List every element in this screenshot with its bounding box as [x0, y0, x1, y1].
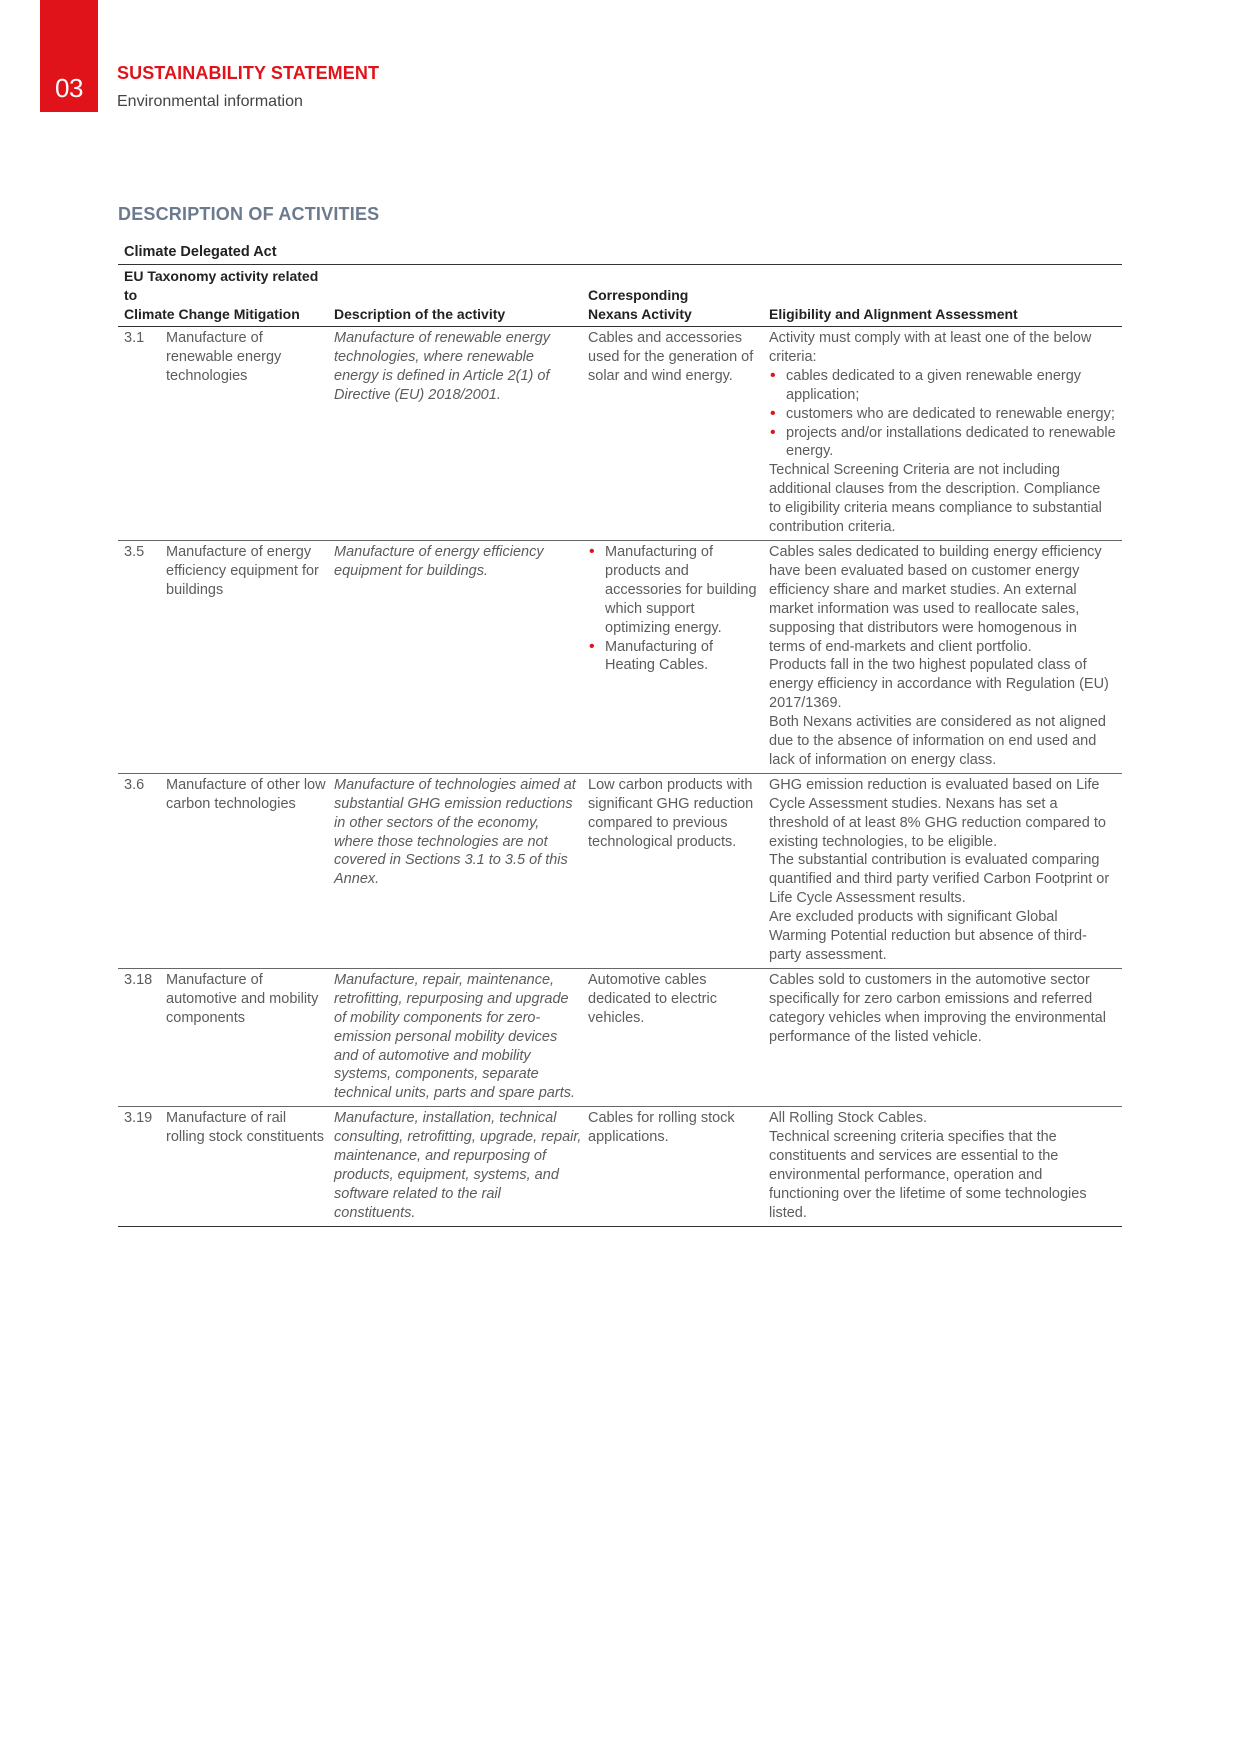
chapter-number: 03: [55, 73, 83, 103]
assessment-paragraph: GHG emission reduction is evaluated based on Life Cycle Assessment studies. Nexans has set a threshold of at least 8% GHG reduction compared to existing technologies, to be eligible.: [769, 776, 1106, 850]
activity-description: Manufacture, repair, maintenance, retrofitting, repurposing and upgrade of mobility components for zero-emission personal mobility devices and of automotive and mobility systems, components, separate technical units, parts and spare parts.: [334, 968, 588, 1106]
table-header-row: [118, 265, 1122, 327]
assessment-paragraph: Cables sales dedicated to building energy efficiency have been evaluated based on customer energy efficiency share and market studies. An external market information was used to reallocate sales, supposing that distributors were homogenous in terms of end-markets and client portfolio.: [769, 543, 1102, 655]
table-row: [118, 327, 1122, 541]
table-row: [118, 773, 1122, 968]
list-item: • Manufacturing of products and accessories for building which support optimizing energy.: [588, 543, 763, 638]
activity-number: 3.19: [118, 1107, 166, 1226]
activity-description: Manufacture of technologies aimed at substantial GHG emission reductions in other sectors of the economy, where those technologies are not covered in Sections 3.1 to 3.5 of this Annex.: [334, 773, 588, 968]
nexans-activity: Cables and accessories used for the generation of solar and wind energy.: [588, 327, 769, 541]
table-caption: Climate Delegated Act: [118, 242, 1122, 265]
activity-number: 3.18: [118, 968, 166, 1106]
activity-number: 3.5: [118, 540, 166, 773]
table-row: [118, 968, 1122, 1106]
list-item: • customers who are dedicated to renewable energy;: [769, 405, 1116, 424]
activity-number: 3.6: [118, 773, 166, 968]
assessment-note: Technical Screening Criteria are not including additional clauses from the description. Compliance to eligibility criteria means compliance to substantial contribution criteria.: [769, 462, 1102, 536]
activity-name: Manufacture of automotive and mobility components: [166, 968, 334, 1106]
activity-name: Manufacture of other low carbon technologies: [166, 773, 334, 968]
assessment-paragraph: Technical screening criteria specifies that the constituents and services are essential to the environmental performance, operation and functioning over the lifetime of some technologies listed.: [769, 1129, 1087, 1221]
header-nexans-activity: Corresponding Nexans Activity: [588, 265, 769, 327]
activity-name: Manufacture of rail rolling stock constituents: [166, 1107, 334, 1226]
header-assessment: Eligibility and Alignment Assessment: [769, 265, 1122, 327]
assessment: [769, 540, 1122, 773]
activity-name: Manufacture of renewable energy technologies: [166, 327, 334, 541]
nexans-activity: Automotive cables dedicated to electric vehicles.: [588, 968, 769, 1106]
assessment-intro: Activity must comply with at least one of the below criteria:: [769, 330, 1092, 365]
chapter-tab: [40, 0, 98, 112]
section-title: DESCRIPTION OF ACTIVITIES: [118, 204, 380, 224]
assessment-paragraph: All Rolling Stock Cables.: [769, 1110, 927, 1127]
page-subtitle: Environmental information: [117, 93, 303, 110]
page-title: SUSTAINABILITY STATEMENT: [117, 63, 380, 83]
assessment: [769, 968, 1122, 1106]
nexans-activity: Low carbon products with significant GHG reduction compared to previous technological products.: [588, 773, 769, 968]
activity-number: 3.1: [118, 327, 166, 541]
activity-description: Manufacture of energy efficiency equipment for buildings.: [334, 540, 588, 773]
header-activity: EU Taxonomy activity related to Climate Change Mitigation: [118, 265, 334, 327]
assessment-paragraph: Are excluded products with significant Global Warming Potential reduction but absence of third-party assessment.: [769, 909, 1087, 963]
activities-table-container: [118, 242, 1122, 1227]
list-item: • Manufacturing of Heating Cables.: [588, 638, 763, 676]
assessment-criteria-list: [769, 367, 1116, 462]
assessment-paragraph: Cables sold to customers in the automotive sector specifically for zero carbon emissions and referred category vehicles when improving the environmental performance of the listed vehicle.: [769, 971, 1106, 1045]
assessment-paragraph: Both Nexans activities are considered as not aligned due to the absence of information on end used and lack of information on energy class.: [769, 714, 1106, 768]
activity-name: Manufacture of energy efficiency equipment for buildings: [166, 540, 334, 773]
assessment: [769, 773, 1122, 968]
nexans-activity-list: [588, 543, 763, 675]
list-item: • cables dedicated to a given renewable energy application;: [769, 367, 1116, 405]
nexans-activity: Cables for rolling stock applications.: [588, 1107, 769, 1226]
assessment: [769, 327, 1122, 541]
nexans-activity: [588, 540, 769, 773]
table-row: [118, 540, 1122, 773]
header-description: Description of the activity: [334, 265, 588, 327]
activity-description: Manufacture of renewable energy technologies, where renewable energy is defined in Article 2(1) of Directive (EU) 2018/2001.: [334, 327, 588, 541]
assessment-paragraph: Products fall in the two highest populated class of energy efficiency in accordance with Regulation (EU) 2017/1369.: [769, 657, 1109, 712]
assessment-paragraph: The substantial contribution is evaluated comparing quantified and third party verified Carbon Footprint or Life Cycle Assessment results.: [769, 852, 1110, 907]
activities-table: [118, 265, 1122, 1227]
list-item: • projects and/or installations dedicated to renewable energy.: [769, 424, 1116, 462]
assessment: [769, 1107, 1122, 1226]
activity-description: Manufacture, installation, technical consulting, retrofitting, upgrade, repair, maintenance, and repurposing of products, equipment, systems, and software related to the rail constituents.: [334, 1107, 588, 1226]
table-row: [118, 1107, 1122, 1226]
